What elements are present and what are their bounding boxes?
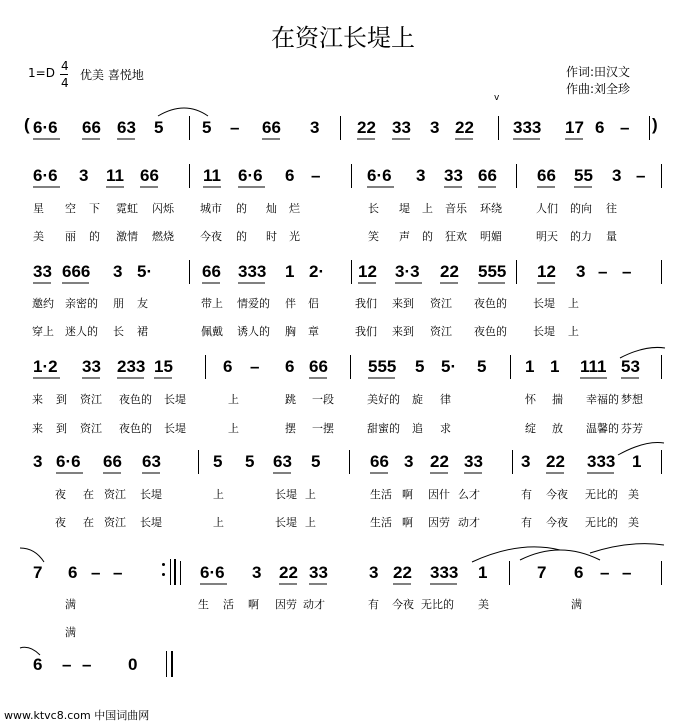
note: –: [230, 118, 240, 137]
lyric-syllable: 上: [213, 516, 224, 529]
lyric-syllable: 来: [32, 422, 43, 435]
lyric-syllable: 烂: [289, 202, 300, 215]
lyric-syllable: 上: [568, 325, 579, 338]
note: 3: [430, 118, 440, 137]
lyric-syllable: 的向: [570, 202, 592, 215]
lyric-syllable: 追: [412, 422, 423, 435]
lyric-syllable: 资江: [430, 297, 452, 310]
lyric-syllable: 有: [521, 488, 532, 501]
lyric-syllable: 上: [568, 297, 579, 310]
note: 0: [128, 655, 138, 674]
note: 3: [416, 166, 426, 185]
note: 233: [117, 357, 146, 376]
note: 333: [513, 118, 542, 137]
lyric-syllable: 带上: [201, 297, 223, 310]
lyric-syllable: 闪烁: [152, 202, 174, 215]
note: 22: [393, 563, 412, 582]
note: 3: [369, 563, 379, 582]
note: –: [62, 655, 72, 674]
lyric-syllable: 时: [266, 230, 277, 243]
note: 333: [587, 452, 616, 471]
slur: [472, 547, 560, 562]
lyric-syllable: 亲密的: [65, 297, 98, 310]
lyric-syllable: 美: [478, 598, 489, 611]
lyric-syllable: 美好的: [367, 393, 400, 406]
lyric-syllable: 长堤: [140, 488, 162, 501]
lyric-syllable: 我们: [355, 325, 377, 338]
note: 6·6: [33, 166, 58, 185]
lyric-syllable: 佩戴: [201, 325, 223, 338]
lyric-syllable: 朋: [113, 297, 124, 310]
lyric-syllable: 来到: [392, 325, 414, 338]
note: 1: [632, 452, 642, 471]
lyric-syllable: 量: [606, 230, 617, 243]
note: 22: [279, 563, 298, 582]
lyric-syllable: 绽: [525, 422, 536, 435]
note: 33: [33, 262, 52, 281]
note: –: [113, 563, 123, 582]
lyric-syllable: 丽: [65, 230, 76, 243]
lyric-syllable: 跳: [285, 393, 296, 406]
lyric-syllable: 满: [65, 598, 76, 611]
lyric-syllable: 狂欢: [445, 230, 467, 243]
lyric-syllable: 一摆: [312, 422, 334, 435]
lyric-syllable: 甜蜜的: [367, 422, 400, 435]
note: 6: [574, 563, 584, 582]
lyric-syllable: 动才: [303, 598, 325, 611]
note: 55: [574, 166, 593, 185]
note: –: [91, 563, 101, 582]
lyric-syllable: 幸福的: [586, 393, 619, 406]
lyric-syllable: 活: [223, 598, 234, 611]
note: 1: [525, 357, 535, 376]
key-signature: 1=D: [28, 66, 55, 80]
lyric-syllable: 夜: [55, 488, 66, 501]
lyric-syllable: 情爱的: [237, 297, 270, 310]
lyric-syllable: 无比的: [421, 598, 454, 611]
note: 6: [595, 118, 605, 137]
lyric-syllable: 满: [65, 626, 76, 639]
note: 63: [117, 118, 136, 137]
note: 11: [106, 166, 124, 185]
lyric-syllable: 伴: [285, 297, 296, 310]
note: 6·6: [238, 166, 263, 185]
note: 3·3: [395, 262, 420, 281]
note: 5: [213, 452, 223, 471]
lyric-syllable: 长堤: [275, 516, 297, 529]
note: 2·: [309, 262, 325, 281]
lyric-syllable: 明天: [536, 230, 558, 243]
lyric-syllable: 因劳: [275, 598, 297, 611]
lyric-syllable: 堤: [399, 202, 410, 215]
lyric-syllable: 资江: [104, 488, 126, 501]
lyric-syllable: 到: [56, 393, 67, 406]
note: 6: [68, 563, 78, 582]
note: 6: [285, 166, 295, 185]
note: 6: [223, 357, 233, 376]
lyric-syllable: 明媚: [480, 230, 502, 243]
note: 17: [565, 118, 584, 137]
lyric-syllable: 声: [399, 230, 410, 243]
note: 66: [202, 262, 221, 281]
lyric-syllable: 友: [137, 297, 148, 310]
lyric-syllable: 有: [521, 516, 532, 529]
lyric-syllable: 资江: [80, 422, 102, 435]
note: 66: [537, 166, 556, 185]
lyric-syllable: 怀: [525, 393, 536, 406]
lyric-syllable: 在: [83, 516, 94, 529]
lyric-syllable: 的: [236, 230, 247, 243]
song-title: 在资江长堤上: [271, 24, 415, 52]
lyric-syllable: 环绕: [480, 202, 502, 215]
note: 6·6: [367, 166, 392, 185]
lyric-syllable: 长: [368, 202, 379, 215]
lyric-syllable: 律: [440, 393, 451, 406]
note: 66: [478, 166, 497, 185]
lyric-syllable: 穿上: [32, 325, 54, 338]
note: 1: [285, 262, 295, 281]
note: 33: [392, 118, 411, 137]
lyric-syllable: 来: [32, 393, 43, 406]
slur: [20, 548, 44, 562]
lyric-syllable: 人们: [536, 202, 558, 215]
lyric-syllable: 夜色的: [119, 422, 152, 435]
lyric-syllable: 到: [56, 422, 67, 435]
lyric-syllable: 放: [552, 422, 563, 435]
lyricist-credit: 作词:田汉文: [566, 65, 631, 79]
lyric-syllable: 么才: [458, 488, 480, 501]
lyric-syllable: 温馨的: [586, 422, 619, 435]
footer-source: www.ktvc8.com 中国词曲网: [4, 709, 150, 722]
note: 3: [79, 166, 89, 185]
note: 15: [154, 357, 173, 376]
repeat-start-paren: (: [24, 115, 30, 134]
lyric-syllable: 夜色的: [474, 297, 507, 310]
note: 3: [310, 118, 320, 137]
lyric-syllable: 笑: [368, 230, 379, 243]
note: 5·: [441, 357, 457, 376]
slur: [590, 544, 664, 553]
lyric-syllable: 长堤: [533, 325, 555, 338]
note: –: [600, 563, 610, 582]
lyric-syllable: 来到: [392, 297, 414, 310]
note: 3: [404, 452, 414, 471]
note: 33: [82, 357, 101, 376]
repeat-end-paren: ): [652, 115, 658, 134]
lyric-syllable: 无比的: [585, 516, 618, 529]
note: 6: [33, 655, 43, 674]
note: 66: [262, 118, 281, 137]
lyric-syllable: 我们: [355, 297, 377, 310]
lyric-syllable: 动才: [458, 516, 480, 529]
note: 7: [537, 563, 547, 582]
lyric-syllable: 的: [89, 230, 100, 243]
lyric-syllable: 的: [422, 230, 433, 243]
note: 22: [546, 452, 565, 471]
note: 5: [415, 357, 425, 376]
lyric-syllable: 美: [628, 488, 639, 501]
lyric-syllable: 资江: [430, 325, 452, 338]
note: –: [622, 563, 632, 582]
lyric-syllable: 裙: [137, 325, 148, 338]
lyric-syllable: 资江: [80, 393, 102, 406]
lyric-syllable: 生: [198, 598, 209, 611]
lyric-syllable: 啊: [402, 488, 413, 501]
lyric-syllable: 灿: [266, 202, 277, 215]
note: 1: [550, 357, 560, 376]
lyric-syllable: 上: [422, 202, 433, 215]
note: 555: [478, 262, 507, 281]
lyric-syllable: 美: [628, 516, 639, 529]
lyric-syllable: 下: [89, 202, 100, 215]
note: 53: [621, 357, 640, 376]
note: 111: [580, 357, 607, 376]
lyric-syllable: 生活: [370, 488, 392, 501]
lyric-syllable: 满: [571, 598, 582, 611]
tempo-marking: 优美 喜悦地: [80, 68, 144, 82]
lyric-syllable: 芬芳: [621, 422, 643, 435]
note: 5: [202, 118, 212, 137]
lyric-syllable: 长堤: [533, 297, 555, 310]
note: 63: [273, 452, 292, 471]
note: –: [620, 118, 630, 137]
time-signature-top: 4: [61, 59, 69, 73]
note: 33: [444, 166, 463, 185]
note: –: [311, 166, 321, 185]
lyric-syllable: 今夜: [546, 488, 568, 501]
note: 66: [309, 357, 328, 376]
note: 3: [576, 262, 586, 281]
lyric-syllable: 长堤: [164, 393, 186, 406]
note: 5·: [137, 262, 153, 281]
lyric-syllable: 揣: [552, 393, 563, 406]
note: 6·6: [33, 118, 58, 137]
stray-mark: v: [494, 93, 500, 103]
lyric-syllable: 侣: [308, 297, 319, 310]
lyric-syllable: 摆: [285, 422, 296, 435]
note: 22: [455, 118, 474, 137]
note: 12: [537, 262, 556, 281]
note: 333: [430, 563, 459, 582]
composer-credit: 作曲:刘全珍: [566, 82, 631, 96]
note: 3: [612, 166, 622, 185]
slur: [158, 108, 208, 116]
lyric-syllable: 邀约: [32, 297, 54, 310]
lyric-syllable: 今夜: [200, 230, 222, 243]
note: 63: [142, 452, 161, 471]
lyric-syllable: 因劳: [428, 516, 450, 529]
note: 33: [309, 563, 328, 582]
lyric-syllable: 上: [228, 393, 239, 406]
lyric-syllable: 有: [368, 598, 379, 611]
note: 22: [357, 118, 376, 137]
note: –: [598, 262, 608, 281]
lyric-syllable: 因什: [428, 488, 450, 501]
lyric-syllable: 的力: [570, 230, 592, 243]
lyric-syllable: 城市: [200, 202, 222, 215]
lyric-syllable: 今夜: [392, 598, 414, 611]
lyric-syllable: 往: [606, 202, 617, 215]
lyric-syllable: 无比的: [585, 488, 618, 501]
lyric-syllable: 长堤: [164, 422, 186, 435]
note: 5: [245, 452, 255, 471]
slur: [520, 550, 600, 560]
lyric-syllable: 资江: [104, 516, 126, 529]
note: 66: [103, 452, 122, 471]
note: 12: [358, 262, 377, 281]
note: 1·2: [33, 357, 58, 376]
lyric-syllable: 在: [83, 488, 94, 501]
lyric-syllable: 上: [228, 422, 239, 435]
lyric-syllable: 长: [113, 325, 124, 338]
note: 5: [477, 357, 487, 376]
lyric-syllable: 音乐: [445, 202, 467, 215]
note: 33: [464, 452, 483, 471]
note: 3: [252, 563, 262, 582]
lyric-syllable: 夜色的: [119, 393, 152, 406]
lyric-syllable: 胸: [285, 325, 296, 338]
note: 666: [62, 262, 91, 281]
slur: [620, 347, 665, 358]
lyric-syllable: 求: [440, 422, 451, 435]
lyric-syllable: 诱人的: [237, 325, 270, 338]
lyric-syllable: 长堤: [275, 488, 297, 501]
lyric-syllable: 旋: [412, 393, 423, 406]
lyric-syllable: 光: [289, 230, 300, 243]
lyric-syllable: 一段: [312, 393, 334, 406]
note: –: [82, 655, 92, 674]
lyric-syllable: 夜色的: [474, 325, 507, 338]
lyric-syllable: 章: [308, 325, 319, 338]
note: 6: [285, 357, 295, 376]
note: 3: [33, 452, 43, 471]
note: 5: [311, 452, 321, 471]
lyric-syllable: 激情: [116, 230, 138, 243]
note: 22: [440, 262, 459, 281]
note: –: [636, 166, 646, 185]
lyric-syllable: 啊: [248, 598, 259, 611]
lyric-syllable: 上: [305, 516, 316, 529]
lyric-syllable: 啊: [402, 516, 413, 529]
slur: [618, 443, 664, 456]
note: 11: [203, 166, 221, 185]
lyric-syllable: 霓虹: [116, 202, 138, 215]
note: 66: [140, 166, 159, 185]
note: 6·6: [56, 452, 81, 471]
lyric-syllable: 上: [305, 488, 316, 501]
lyric-syllable: 美: [33, 230, 44, 243]
slur: [20, 647, 40, 655]
lyric-syllable: 梦想: [621, 393, 643, 406]
lyric-syllable: 夜: [55, 516, 66, 529]
lyric-syllable: 长堤: [140, 516, 162, 529]
note: 1: [478, 563, 488, 582]
lyric-syllable: 的: [236, 202, 247, 215]
time-signature-bottom: 4: [61, 76, 69, 90]
lyric-syllable: 生活: [370, 516, 392, 529]
lyric-syllable: 上: [213, 488, 224, 501]
lyric-syllable: 空: [65, 202, 76, 215]
note: 3: [113, 262, 123, 281]
note: 6·6: [200, 563, 225, 582]
note: –: [622, 262, 632, 281]
note: 555: [368, 357, 397, 376]
note: 333: [238, 262, 267, 281]
note: 22: [430, 452, 449, 471]
note: 66: [370, 452, 389, 471]
lyric-syllable: 星: [33, 202, 44, 215]
note: 7: [33, 563, 43, 582]
note: –: [250, 357, 260, 376]
note: 3: [521, 452, 531, 471]
note: 66: [82, 118, 101, 137]
lyric-syllable: 燃烧: [152, 230, 174, 243]
note: 5: [154, 118, 164, 137]
lyric-syllable: 今夜: [546, 516, 568, 529]
lyric-syllable: 迷人的: [65, 325, 98, 338]
